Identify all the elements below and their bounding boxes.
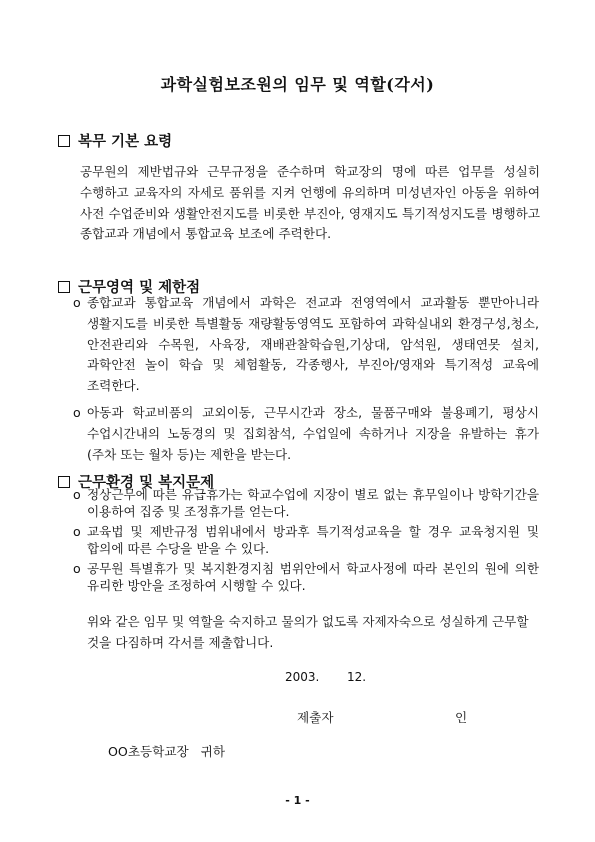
list-item (73, 403, 539, 465)
list-item-text: 정상근무에 따른 유급휴가는 학교수업에 지장이 별로 없는 휴무일이나 방학기간을 이용하여 집중 및 조정휴가를 얻는다. (87, 487, 539, 519)
section-heading-label: 근무영역 및 제한점 (78, 280, 201, 296)
checkbox-icon (58, 476, 70, 488)
seal-label: 인 (455, 710, 468, 725)
date-year: 2003. (285, 670, 320, 684)
checkbox-icon (58, 281, 70, 293)
section-heading-duty-basics (58, 130, 172, 151)
section-heading-label: 복무 기본 요령 (78, 134, 173, 150)
bullet-icon: o (73, 561, 81, 576)
list-item (73, 524, 539, 557)
submitter-label: 제출자 (297, 710, 334, 725)
date-month: 12. (347, 670, 367, 684)
page-number: - 1 - (285, 794, 310, 807)
bullet-icon: o (73, 405, 81, 420)
list-item (73, 487, 539, 520)
bullet-icon: o (73, 487, 81, 502)
document-title: 과학실험보조원의 임무 및 역할(각서) (160, 75, 435, 94)
list-item-text: 교육법 및 제반규정 범위내에서 방과후 특기적성교육을 할 경우 교육청지원 및 합의에 따른 수당을 받을 수 있다. (87, 524, 539, 556)
section-heading-label: 근무환경 및 복지문제 (78, 475, 215, 491)
list-item-text: 아동과 학교비품의 교외이동, 근무시간과 장소, 물품구매와 불용폐기, 평상시 수업시간내의 노동경의 및 집회참석, 수업일에 속하거나 지장을 유발하는 휴가(주차 또는 월차 등)는 제한을 받는다. (87, 405, 539, 462)
section-paragraph-duty-basics: 공무원의 제반법규와 근무규정을 준수하며 학교장의 명에 따른 업무를 성실히 수행하고 교육자의 자세로 품위를 지켜 언행에 유의하며 미성년자인 아동을 위하여 사전 수업준비와 생활안전지도를 비롯한 부진아, 영재지도 특기적성지도를 병행하고 종합교과 개념에서 통합교육 보조에 주력한다. (80, 164, 540, 242)
list-item (73, 293, 539, 397)
list-item-text: 종합교과 통합교육 개념에서 과학은 전교과 전영역에서 교과활동 뿐만아니라 생활지도를 비롯한 특별활동 재량활동영역도 포함하여 과학실내외 환경구성,청소,안전관리와 수목원, 사육장, 재배관찰학습원,기상대, 암석원, 생태연못 설치, 과학안전 놀이 학습 및 체험활동, 각종행사, 부진아/영재와 특기적성 교육에 조력한다. (87, 295, 539, 394)
document-date (285, 670, 366, 684)
closing-statement: 위와 같은 임무 및 역할을 숙지하고 물의가 없도록 자제자숙으로 성실하게 근무할 것을 다짐하며 각서를 제출합니다. (87, 614, 529, 650)
bullet-icon: o (73, 295, 81, 310)
checkbox-icon (58, 135, 70, 147)
list-item (73, 561, 539, 594)
recipient-line: OO초등학교장 귀하 (108, 744, 225, 759)
list-item-text: 공무원 특별휴가 및 복지환경지침 범위안에서 학교사정에 따라 본인의 원에 의한 유리한 방안을 조정하여 시행할 수 있다. (87, 561, 539, 593)
bullet-icon: o (73, 524, 81, 539)
